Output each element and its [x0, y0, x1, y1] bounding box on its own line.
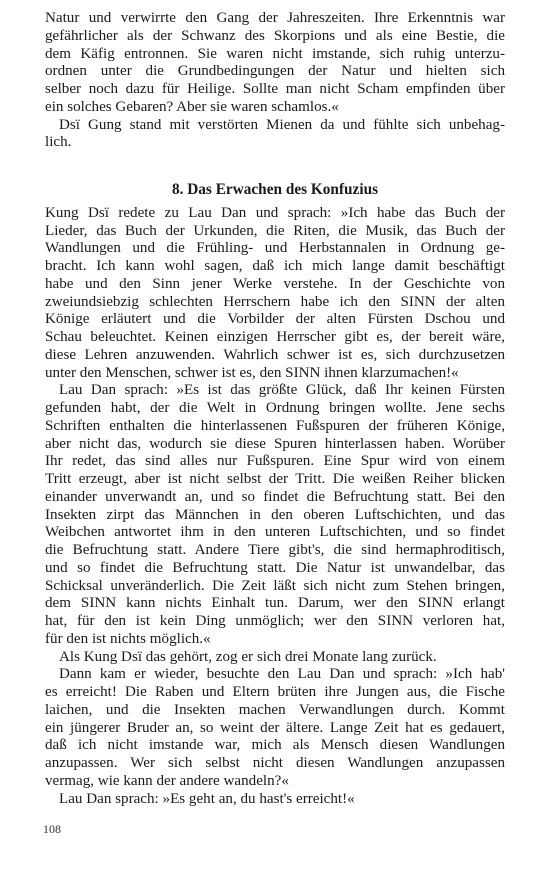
text-line: Dsï Gung stand mit verstörten Mienen da und fühlte sich unbehag-: [59, 116, 505, 133]
text-line: die Befruchtung statt. Andere Tiere gibt's, die sind hermaphroditisch,: [45, 542, 505, 558]
page-body: [45, 10, 505, 808]
text-line: Könige erläutert und die Vorbilder der alten Fürsten Dschou und: [45, 311, 505, 328]
text-line: lich.: [45, 134, 72, 151]
text-line: Wandlungen und die Frühling- und Herbstannalen in Ordnung ge-: [45, 240, 505, 257]
text-line: laichen, und die Insekten machen Verwandlungen durch. Kommt: [45, 701, 505, 718]
text-block-after-heading: [45, 205, 505, 809]
text-line: Insekten zirpt das Männchen in den oberen Luftschichten, und das: [45, 506, 505, 523]
text-line: Schriften enthalten die hinterlassenen Fußspuren der früheren Könige,: [45, 417, 505, 434]
text-line: zweiundsiebzig schlechten Herrschern habe ich den SINN der alten: [45, 293, 505, 310]
text-line: Schicksal unveränderlich. Die Zeit läßt sich nicht zum Stehen bringen,: [45, 577, 505, 594]
text-line: ordnen unter die Grundbedingungen der Natur und hielten sich: [45, 63, 505, 80]
text-line: diese Lehren anzuwenden. Wahrlich schwer ist es, sich durchzusetzen: [45, 346, 505, 363]
text-line: Als Kung Dsï das gehört, zog er sich drei Monate lang zurück.: [59, 648, 437, 665]
text-line: hat, für den ist kein Ding unmöglich; wer den SINN verloren hat,: [45, 613, 505, 629]
text-line: Natur und verwirrte den Gang der Jahreszeiten. Ihre Erkenntnis war: [45, 10, 505, 26]
text-line: vermag, wie kann der andere wandeln?«: [45, 772, 289, 789]
text-line: Ihr redet, das sind alles nur Fußspuren. Eine Spur wird von einem: [45, 453, 505, 470]
text-line: gefunden habt, der die Welt in Ordnung bringen wollte. Jene sechs: [45, 400, 505, 416]
text-line: Lieder, das Buch der Urkunden, die Riten, die Musik, das Buch der: [45, 222, 505, 239]
section-heading: 8. Das Erwachen des Konfuzius: [171, 181, 379, 198]
text-line: anzupassen. Wer sich selbst nicht diesen Wandlungen anzupassen: [45, 755, 505, 771]
text-line: Weibchen antwortet ihm in den unteren Luftschichten, und so findet: [45, 524, 505, 541]
text-line: dem SINN kann nichts Einhalt tun. Darum, wer den SINN erlangt: [45, 595, 505, 612]
text-line: Lau Dan sprach: »Es geht an, du hast's erreicht!«: [59, 790, 355, 807]
text-line: ein jüngerer Bruder an, so weint der ältere. Lange Zeit hat es gedauert,: [45, 719, 505, 736]
text-line: einander unverwandt an, und so findet die Befruchtung statt. Bei den: [45, 488, 505, 505]
text-line: es erreicht! Die Raben und Eltern brüten ihre Jungen aus, die Fische: [45, 684, 505, 700]
text-line: gefährlicher als der Schwanz des Skorpions und als eine Bestie, die: [45, 27, 505, 44]
text-line: dem Käfig entronnen. Sie waren nicht imstande, sich ruhig unterzu-: [45, 45, 505, 62]
text-line: Lau Dan sprach: »Es ist das größte Glück, daß Ihr keinen Fürsten: [59, 382, 505, 399]
text-line: habe und den Sinn jener Werke verstehe. In der Geschichte von: [45, 275, 505, 292]
text-line: aber nicht das, wodurch sie diese Spuren hinterlassen haben. Worüber: [45, 435, 505, 452]
text-line: Schau beleuchtet. Keinen einzigen Herrscher gibt es, der bereit wäre,: [45, 329, 505, 345]
page-number: 108: [43, 822, 61, 836]
text-line: unter den Menschen, schwer ist es, den SINN ihnen klarzumachen!«: [45, 364, 459, 381]
text-line: für den ist nichts möglich.«: [45, 630, 211, 647]
text-line: und so findet die Befruchtung statt. Die Natur ist unwandelbar, das: [45, 559, 505, 576]
text-line: Tritt erzeugt, aber ist nicht selbst der Tritt. Die weißen Reiher blicken: [45, 471, 505, 487]
text-line: daß ich nicht imstande war, mich als Mensch diesen Wandlungen: [45, 737, 505, 754]
text-line: Dann kam er wieder, besuchte den Lau Dan und sprach: »Ich hab': [59, 666, 505, 683]
text-line: Kung Dsï redete zu Lau Dan und sprach: »Ich habe das Buch der: [45, 204, 505, 221]
text-block-before-heading: [45, 10, 505, 152]
text-line: ein solches Gebaren? Aber sie waren schamlos.«: [45, 98, 339, 115]
text-line: selber noch dazu für Heilige. Sollte man nicht Scham empfinden über: [45, 81, 505, 97]
text-line: bracht. Ich kann wohl sagen, daß ich mich lange damit beschäftigt: [45, 258, 505, 274]
